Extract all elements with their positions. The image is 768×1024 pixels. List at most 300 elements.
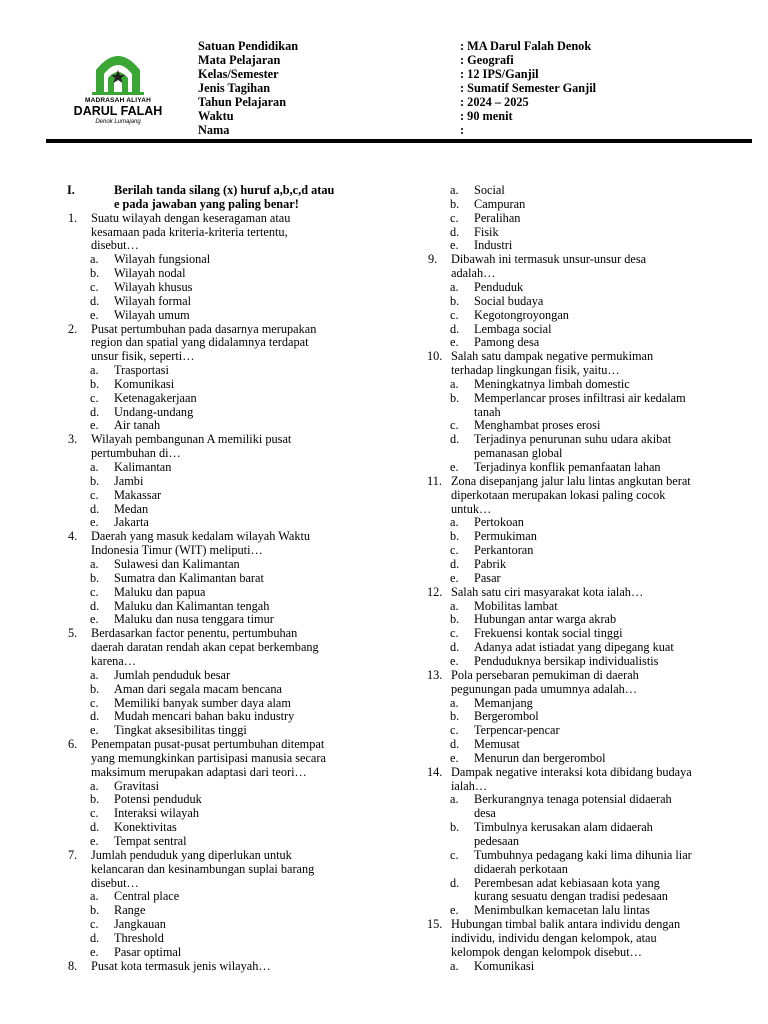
option-letter[interactable]: a. [450,792,459,807]
question-item [68,626,408,640]
option-text: Perkantoran [474,543,534,558]
info-row [198,95,718,109]
option-text: Tempat sentral [114,834,187,848]
answer-option [428,294,768,308]
question-text-line [68,225,408,239]
option-letter[interactable]: c. [90,806,99,821]
section-heading [68,183,408,197]
option-letter[interactable]: b. [450,709,460,724]
answer-option [428,654,768,668]
question-text: adalah… [451,266,496,281]
logo-line-2: DARUL FALAH [73,104,163,118]
option-text: Makassar [114,487,162,502]
option-text: Memperlancar proses infiltrasi air kedalam [474,390,686,405]
option-letter[interactable]: d. [450,737,460,751]
section-instruction: Berilah tanda silang (x) huruf a,b,c,d atau [114,183,335,197]
option-letter[interactable]: d. [90,404,100,419]
info-row [198,81,718,95]
question-text-line [68,654,408,668]
answer-option [428,322,768,336]
info-label: Mata Pelajaran [198,53,281,67]
answer-option [428,225,768,239]
answer-option [428,515,768,529]
question-number: 6. [68,737,78,751]
option-text: Jambi [114,473,144,488]
option-text: Meningkatnya limbah domestic [474,376,630,391]
option-text: Pamong desa [474,335,540,350]
option-text: Ketenagakerjaan [114,390,197,405]
option-letter[interactable]: d. [90,709,100,724]
option-text: Wilayah umum [114,307,190,322]
option-text: Jangkauan [114,917,166,932]
option-text: Maluku dan nusa tenggara timur [114,612,274,627]
question-number: 15. [427,917,443,932]
option-text: Central place [114,889,180,904]
answer-option [68,834,408,848]
question-text-line [68,335,408,349]
exam-header [0,0,768,144]
question-item [68,737,408,751]
question-item [428,585,768,599]
option-letter[interactable]: d. [90,598,100,613]
option-letter[interactable]: a. [90,889,99,904]
option-letter[interactable]: e. [90,418,99,433]
option-text: pedesaan [474,834,520,848]
question-text: Pusat pertumbuhan pada dasarnya merupakan [91,321,317,336]
option-text: Mobilitas lambat [474,598,558,613]
info-row [198,39,718,53]
option-text: Memanjang [474,695,533,710]
answer-option [68,668,408,682]
question-text-line [428,931,768,945]
question-item [68,529,408,543]
option-letter[interactable]: a. [90,363,99,377]
question-number: 4. [68,529,78,544]
option-letter[interactable]: b. [90,903,100,918]
question-item [428,349,768,363]
option-text: Trasportasi [114,363,169,377]
answer-option [428,432,768,446]
question-number: 7. [68,847,78,862]
answer-option [68,571,408,585]
section-heading [68,197,408,211]
answer-option [68,585,408,599]
option-letter[interactable]: c. [450,723,459,738]
option-letter[interactable]: b. [450,196,460,211]
answer-option [68,599,408,613]
option-letter[interactable]: a. [450,958,459,973]
question-text: Dampak negative interaksi kota dibidang budaya [451,764,692,779]
option-letter[interactable]: b. [90,792,100,807]
question-text: individu, individu dengan kelompok, atau [451,930,657,945]
info-value: : Geografi [460,53,514,67]
question-item [68,322,408,336]
answer-option-continuation [428,806,768,820]
question-text: Suatu wilayah dengan keseragaman atau [91,210,291,225]
answer-option [68,723,408,737]
question-text-line [428,502,768,516]
question-item [68,432,408,446]
option-letter[interactable]: b. [450,529,460,544]
question-text: disebut… [91,238,139,253]
answer-option [68,612,408,626]
question-text: kelompok dengan kelompok disebut… [451,944,642,959]
answer-option [68,460,408,474]
question-item [68,959,408,973]
answer-option [68,377,408,391]
logo-line-3: Denok Lumajang [95,119,141,125]
question-item [428,474,768,488]
option-text: Penduduknya bersikap individualistis [474,653,659,668]
option-text: Wilayah formal [114,293,192,308]
option-text: Terjadinya konflik pemanfaatan lahan [474,460,661,474]
answer-option [68,515,408,529]
question-number: 3. [68,432,78,447]
question-text: Pola persebaran pemukiman di daerah [451,667,639,682]
question-number: 10. [427,349,443,364]
info-row [198,109,718,123]
answer-option [428,308,768,322]
option-letter[interactable]: c. [450,210,459,225]
info-value: : 2024 – 2025 [460,95,529,109]
option-letter[interactable]: c. [90,487,99,502]
answer-option [428,418,768,432]
info-row [198,53,718,67]
answer-option [428,557,768,571]
question-text: ialah… [451,778,488,793]
question-text: Indonesia Timur (WIT) meliputi… [91,543,263,558]
option-text: Wilayah nodal [114,266,186,281]
question-text-line [68,238,408,252]
question-text-line [68,349,408,363]
question-text-line [68,876,408,890]
option-letter[interactable]: c. [450,847,459,862]
answer-option [68,820,408,834]
option-letter[interactable]: e. [450,750,459,765]
question-text: Wilayah pembangunan A memiliki pusat [91,432,292,447]
question-text: Zona disepanjang jalur lalu lintas angkutan berat [451,473,691,488]
answer-option [68,280,408,294]
option-letter[interactable]: d. [450,557,460,571]
answer-option-continuation [428,446,768,460]
option-text: Gravitasi [114,778,160,793]
question-number: 1. [68,210,78,225]
option-text: Interaksi wilayah [114,806,200,821]
answer-option [428,335,768,349]
answer-option [428,612,768,626]
option-letter[interactable]: d. [450,321,460,336]
option-letter[interactable]: c. [450,626,459,641]
option-text: tanah [474,404,501,419]
question-number: 13. [427,667,443,682]
answer-option [68,889,408,903]
option-letter[interactable]: d. [450,432,460,447]
info-row [198,67,718,81]
option-letter[interactable]: a. [90,557,99,571]
option-letter[interactable]: a. [90,252,99,267]
question-text-line [428,779,768,793]
option-letter[interactable]: c. [450,307,459,322]
option-letter[interactable]: c. [90,695,99,710]
answer-option [68,363,408,377]
answer-option [428,876,768,890]
info-value: : [460,123,465,137]
option-text: Aman dari segala macam bencana [114,681,282,696]
option-letter[interactable]: e. [90,723,99,738]
answer-option [428,626,768,640]
answer-option [68,308,408,322]
option-text: kurang sesuatu dengan tradisi pedesaan [474,889,668,904]
question-item [68,211,408,225]
question-text: daerah daratan rendah akan cepat berkembang [91,640,319,655]
option-text: desa [474,806,496,821]
question-text-line [428,363,768,377]
answer-option [68,488,408,502]
question-number: 9. [428,252,438,267]
option-text: didaerah perkotaan [474,861,568,876]
option-text: Campuran [474,196,526,211]
option-letter[interactable]: d. [90,501,100,516]
question-text: karena… [91,653,137,668]
option-text: Wilayah fungsional [114,252,211,267]
question-text: Pusat kota termasuk jenis wilayah… [91,958,271,973]
question-number: 12. [427,584,443,599]
option-letter[interactable]: c. [450,543,459,558]
option-letter[interactable]: b. [90,266,100,281]
option-text: Konektivitas [114,820,177,835]
option-text: Penduduk [474,279,524,294]
answer-option [428,820,768,834]
option-text: Fisik [474,224,499,239]
answer-option-continuation [428,862,768,876]
option-letter[interactable]: a. [450,279,459,294]
option-text: Menimbulkan kemacetan lalu lintas [474,903,650,918]
option-text: Timbulnya kerusakan alam didaerah [474,820,653,835]
info-row [198,123,718,137]
info-label: Jenis Tagihan [198,81,271,95]
option-text: Berkurangnya tenaga potensial didaerah [474,792,672,807]
option-letter[interactable]: e. [90,834,99,848]
option-letter[interactable]: a. [450,183,459,197]
option-letter[interactable]: b. [90,376,100,391]
question-text: kesamaan pada kriteria-kriteria tertentu, [91,224,288,239]
option-letter[interactable]: e. [450,653,459,668]
question-text-line [68,751,408,765]
option-letter[interactable]: e. [90,944,99,959]
question-text-line [428,266,768,280]
answer-option [68,903,408,917]
option-letter[interactable]: d. [450,875,460,890]
info-value: : MA Darul Falah Denok [460,39,592,53]
option-text: Peralihan [474,210,521,225]
option-text: Undang-undang [114,404,194,419]
option-letter[interactable]: e. [450,570,459,585]
question-text: Berdasarkan factor penentu, pertumbuhan [91,626,298,641]
info-label: Kelas/Semester [198,67,279,81]
answer-option [68,391,408,405]
question-text: Hubungan timbal balik antara individu dengan [451,917,681,932]
answer-option [68,709,408,723]
option-text: Hubungan antar warga akrab [474,612,617,627]
answer-option [428,709,768,723]
option-letter[interactable]: b. [90,570,100,585]
option-text: Kalimantan [114,460,172,474]
option-text: Perembesan adat kebiasaan kota yang [474,875,660,890]
section-number: I. [67,183,75,197]
option-letter[interactable]: a. [90,778,99,793]
question-text-line [68,640,408,654]
option-text: Maluku dan Kalimantan tengah [114,598,270,613]
option-letter[interactable]: b. [90,473,100,488]
question-text-line [428,682,768,696]
question-text: Dibawah ini termasuk unsur-unsur desa [451,252,647,267]
answer-option [68,792,408,806]
option-letter[interactable]: e. [90,612,99,627]
option-letter[interactable]: d. [90,293,100,308]
question-text: terhadap lingkungan fisik, yaitu… [451,363,620,377]
option-letter[interactable]: a. [90,460,99,474]
question-text-line [428,488,768,502]
option-letter[interactable]: c. [90,584,99,599]
option-text: Komunikasi [474,958,535,973]
answer-option [68,405,408,419]
option-text: Menurun dan bergerombol [474,750,606,765]
option-text: Frekuensi kontak social tinggi [474,626,623,641]
option-text: Wilayah khusus [114,279,193,294]
option-letter[interactable]: b. [450,390,460,405]
info-label: Satuan Pendidikan [198,39,299,53]
question-number: 14. [427,764,443,779]
option-text: Range [114,903,146,918]
info-label: Tahun Pelajaran [198,95,287,109]
option-letter[interactable]: e. [90,307,99,322]
option-letter[interactable]: c. [450,418,459,433]
question-text: Salah satu dampak negative permukiman [451,349,654,364]
info-label: Waktu [198,109,234,123]
question-text-line [428,945,768,959]
answer-option [68,696,408,710]
question-text: diperkotaan merupakan lokasi paling cocok [451,487,666,502]
answer-option [68,806,408,820]
option-text: Sulawesi dan Kalimantan [114,557,240,571]
answer-option-continuation [428,889,768,903]
answer-option [68,945,408,959]
answer-option [428,197,768,211]
question-text-line [68,446,408,460]
option-text: Komunikasi [114,376,175,391]
answer-option [68,294,408,308]
option-text: Medan [114,501,149,516]
answer-option [68,917,408,931]
answer-option [428,723,768,737]
option-text: Pertokoan [474,515,524,530]
question-text: Penempatan pusat-pusat pertumbuhan ditempat [91,737,325,751]
option-letter[interactable]: e. [90,515,99,530]
option-text: Jumlah penduduk besar [114,667,231,682]
option-letter[interactable]: a. [450,695,459,710]
option-letter[interactable]: e. [450,335,459,350]
section-instruction: e pada jawaban yang paling benar! [114,196,299,211]
question-text-line [68,862,408,876]
option-letter[interactable]: d. [450,224,460,239]
option-letter[interactable]: e. [450,460,459,474]
answer-option [428,848,768,862]
header-divider [46,139,752,143]
answer-option [68,266,408,280]
answer-option [428,238,768,252]
option-letter[interactable]: c. [90,390,99,405]
question-number: 8. [68,958,78,973]
option-letter[interactable]: c. [90,279,99,294]
answer-option [428,792,768,806]
answer-option [68,557,408,571]
answer-option [428,543,768,557]
answer-option [68,931,408,945]
answer-option [428,377,768,391]
option-text: Social [474,183,505,197]
option-letter[interactable]: b. [90,681,100,696]
option-text: Terpencar-pencar [474,723,560,738]
option-letter[interactable]: e. [450,238,459,253]
answer-option [428,737,768,751]
option-letter[interactable]: b. [450,293,460,308]
answer-option [428,529,768,543]
option-letter[interactable]: a. [450,376,459,391]
mosque-logo-icon [88,48,148,96]
option-text: Kegotongroyongan [474,307,569,322]
option-letter[interactable]: a. [90,667,99,682]
option-letter[interactable]: d. [90,820,100,835]
option-letter[interactable]: d. [90,930,100,945]
option-letter[interactable]: c. [90,917,99,932]
option-text: Mudah mencari bahan baku industry [114,709,295,724]
question-item [428,765,768,779]
option-text: Social budaya [474,293,544,308]
answer-option [428,696,768,710]
answer-option [68,682,408,696]
question-text: pertumbuhan di… [91,446,181,461]
option-text: Threshold [114,930,164,945]
info-value: : 12 IPS/Ganjil [460,67,539,81]
option-text: Adanya adat istiadat yang dipegang kuat [474,640,674,655]
option-letter[interactable]: d. [450,640,460,655]
option-letter[interactable]: b. [450,612,460,627]
answer-option [428,211,768,225]
info-value: : 90 menit [460,109,513,123]
question-text: Jumlah penduduk yang diperlukan untuk [91,847,292,862]
option-letter[interactable]: a. [450,515,459,530]
question-text: pegunungan pada umumnya adalah… [451,681,638,696]
answer-option [68,252,408,266]
question-text: disebut… [91,875,139,890]
option-letter[interactable]: b. [450,820,460,835]
school-logo [58,48,178,130]
question-number: 5. [68,626,78,641]
option-text: pemanasan global [474,446,563,461]
option-text: Permukiman [474,529,537,544]
option-text: Jakarta [114,515,149,530]
answer-option [428,959,768,973]
option-letter[interactable]: e. [450,903,459,918]
question-text: yang memungkinkan partisipasi manusia secara [91,750,326,765]
option-text: Memiliki banyak sumber daya alam [114,695,291,710]
answer-option [68,418,408,432]
question-text: Daerah yang masuk kedalam wilayah Waktu [91,529,311,544]
option-text: Pasar optimal [114,944,182,959]
question-text: kelancaran dan kesinambungan suplai barang [91,861,315,876]
logo-line-1: MADRASAH ALIYAH [84,97,152,104]
option-letter[interactable]: a. [450,598,459,613]
